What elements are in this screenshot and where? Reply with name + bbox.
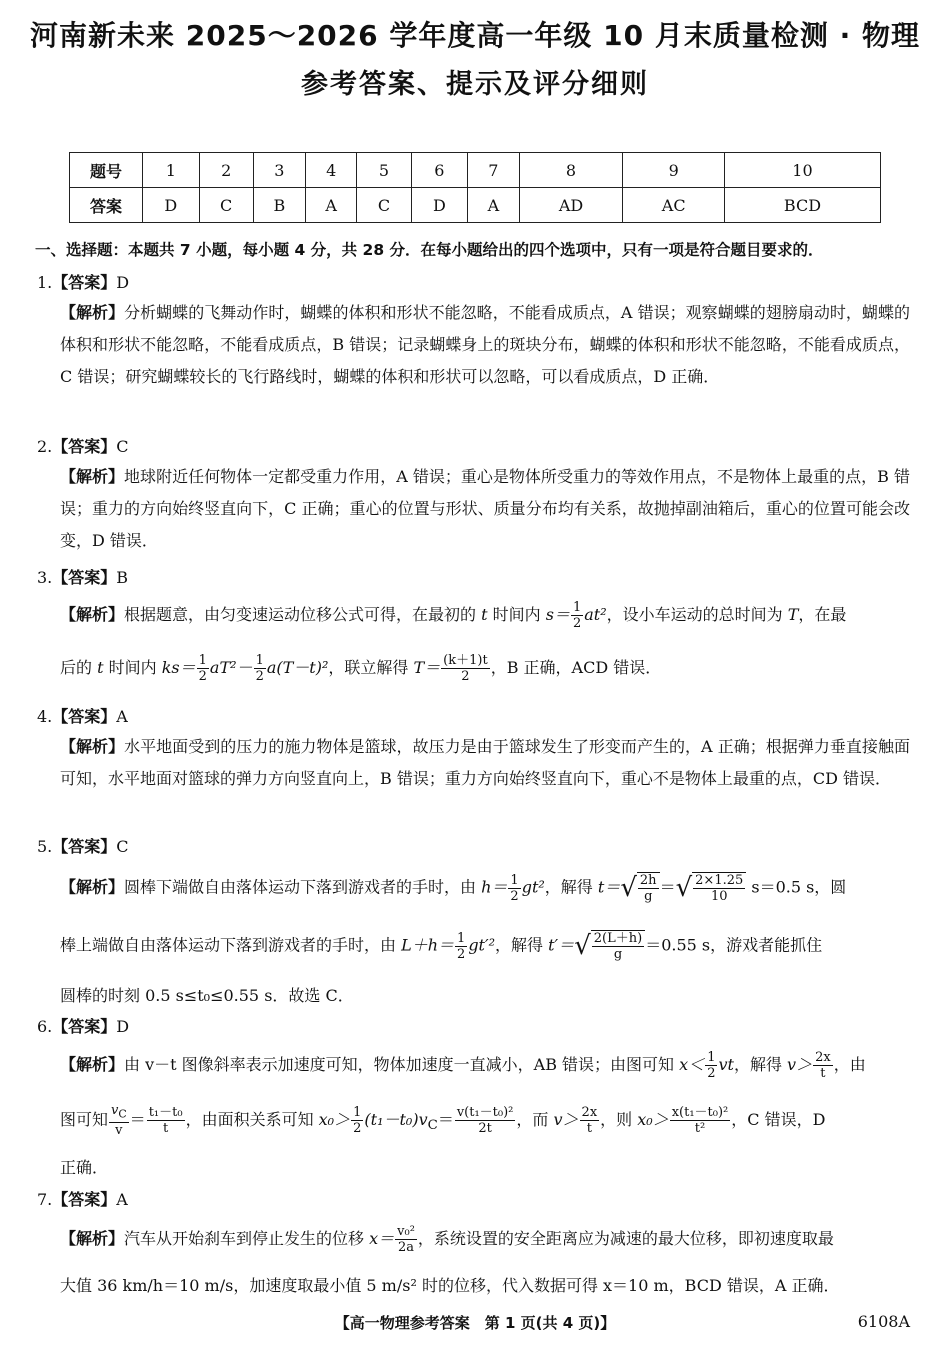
fraction: $\frac{\text{v(t₁－t₀)²}}{2t}$ xyxy=(456,1104,514,1136)
table-row-answers xyxy=(70,188,881,223)
page-subtitle: 参考答案、提示及评分细则 xyxy=(301,69,649,100)
table-cell: A xyxy=(468,188,519,223)
table-cell: A xyxy=(306,188,357,223)
fraction: $\frac{1}{2}$ xyxy=(255,653,264,684)
question-4-analysis: 【解析】水平地面受到的压力的施力物体是篮球，故压力是由于篮球发生了形变而产生的，A 正确；根据弹力垂直接触面可知，水平地面对篮球的弹力方向竖直向上，B 错误；重力方向始终竖直向下，重心不是物体上最重的点，CD 错误． xyxy=(60,737,910,788)
question-2-answer: 2.【答案】C xyxy=(37,437,129,456)
question-6-analysis-line3: 正确． xyxy=(60,1158,109,1177)
sqrt xyxy=(692,872,746,904)
question-6-analysis-line2: 图可知 $\frac{v_C}{v}$ ＝ $\frac{\text{t₁－t₀}}{t}$ ，由面积关系可知 x₀＞ $\frac{1}{2}$ $(t_1-t_0)v_C=$ $\frac{\text{v(t₁－t₀)²}}{2t}$ ，而 v＞ $\frac{2x}{t}$ ，则 x₀＞ $\frac{\text{x(t₁－t₀)²}}{\text{t²}}$ ，C 错误，D xyxy=(60,1103,826,1138)
question-5-analysis-line1: 【解析】圆棒下端做自由落体运动下落到游戏者的手时，由 h＝ $\frac{1}{2}$ gt²，解得 t＝√ $\frac{2h}{g}$ ＝√ $\frac{2\times 1.25}{10}$ s＝0.5 s，圆 xyxy=(60,872,847,904)
table-cell: 9 xyxy=(623,153,724,188)
sqrt-icon: √ xyxy=(675,873,693,903)
page-footer: 【高一物理参考答案 第 1 页(共 4 页)】 xyxy=(334,1314,616,1332)
table-cell: AC xyxy=(623,188,724,223)
fraction: $\frac{2x}{t}$ xyxy=(581,1104,598,1136)
question-2-analysis: 【解析】地球附近任何物体一定都受重力作用，A 错误；重心是物体所受重力的等效作用点，不是物体上最重的点，B 错误；重力的方向始终竖直向下，C 正确；重心的位置与形状、质量分布均有关系，故抛掉副油箱后，重心的位置可能会改变，D 错误． xyxy=(60,467,910,550)
question-3-analysis-line2: 后的 t 时间内 ks＝ $\frac{1}{2}$ aT²－ $\frac{1}{2}$ a(T－t)²，联立解得 T＝ $\frac{(k+1)t}{2}$ ，B 正确，ACD 错误． xyxy=(60,653,662,684)
question-5-analysis-line2: 棒上端做自由落体运动下落到游戏者的手时，由 L＋h＝ $\frac{1}{2}$ gt′²，解得 t′＝√ $\frac{2(L+h)}{g}$ ＝0.55 s，游戏者能抓住 xyxy=(60,930,823,962)
table-cell: B xyxy=(253,188,305,223)
fraction: $\frac{1}{2}$ xyxy=(353,1104,362,1136)
question-7-answer: 7.【答案】A xyxy=(37,1190,128,1209)
table-cell: 10 xyxy=(724,153,880,188)
question-1-analysis: 【解析】分析蝴蝶的飞舞动作时，蝴蝶的体积和形状不能忽略，不能看成质点，A 错误；观察蝴蝶的翅膀扇动时，蝴蝶的体积和形状不能忽略，不能看成质点，B 错误；记录蝴蝶身上的斑块分布，蝴蝶的体积和形状不能忽略，不能看成质点，C 错误；研究蝴蝶较长的飞行路线时，蝴蝶的体积和形状可以忽略，可以看成质点，D 正确． xyxy=(60,303,910,386)
question-5-analysis-line3: 圆棒的时刻 0.5 s≤t₀≤0.55 s．故选 C． xyxy=(60,986,354,1005)
fraction: $\frac{2(L+h)}{g}$ xyxy=(593,931,643,962)
table-cell: BCD xyxy=(724,188,880,223)
table-cell: 3 xyxy=(253,153,305,188)
sqrt xyxy=(637,872,660,904)
table-cell: AD xyxy=(519,188,623,223)
table-cell: 1 xyxy=(143,153,200,188)
table-cell: 5 xyxy=(357,153,411,188)
fraction: $\frac{v_C}{v}$ xyxy=(111,1103,127,1138)
fraction: $\frac{1}{2}$ xyxy=(707,1050,716,1081)
sqrt xyxy=(591,930,645,962)
table-cell: D xyxy=(143,188,200,223)
row-label-number: 题号 xyxy=(70,153,143,188)
answer-table xyxy=(69,152,881,223)
question-6-answer: 6.【答案】D xyxy=(37,1017,130,1036)
section-title: 一、选择题：本题共 7 小题，每小题 4 分，共 28 分．在每小题给出的四个选项中，只有一项是符合题目要求的． xyxy=(35,241,824,259)
fraction: $\frac{2x}{t}$ xyxy=(815,1050,831,1081)
fraction: $\frac{1}{2}$ xyxy=(457,930,466,962)
table-cell: C xyxy=(199,188,253,223)
question-6-analysis-line1: 【解析】由 v－t 图像斜率表示加速度可知，物体加速度一直减小，AB 错误；由图可知 x＜ $\frac{1}{2}$ vt，解得 v＞ $\frac{2x}{t}$ ，由 xyxy=(60,1050,866,1081)
table-cell: 6 xyxy=(411,153,468,188)
table-cell: C xyxy=(357,188,411,223)
document-code: 6108A xyxy=(857,1312,910,1331)
question-7-analysis-line2: 大值 36 km/h＝10 m/s，加速度取最小值 5 m/s² 时的位移，代入数据可得 x＝10 m，BCD 错误，A 正确． xyxy=(60,1276,840,1295)
fraction: $\frac{1}{2}$ xyxy=(510,872,519,904)
sqrt-icon: √ xyxy=(574,931,591,961)
fraction: $\frac{2\times 1.25}{10}$ xyxy=(695,873,744,904)
fraction: $\frac{1}{2}$ xyxy=(572,600,582,631)
table-cell: 8 xyxy=(519,153,623,188)
table-row-numbers xyxy=(70,153,881,188)
fraction: $\frac{\text{x(t₁－t₀)²}}{\text{t²}}$ xyxy=(671,1104,729,1136)
question-5-answer: 5.【答案】C xyxy=(37,837,129,856)
table-cell: D xyxy=(411,188,468,223)
table-cell: 7 xyxy=(468,153,519,188)
question-3-analysis-line1: 【解析】根据题意，由匀变速运动位移公式可得，在最初的 t 时间内 s＝ $\frac{1}{2}$ at²，设小车运动的总时间为 T，在最 xyxy=(60,600,847,631)
question-7-analysis-line1: 【解析】汽车从开始刹车到停止发生的位移 x＝ $\frac{\text{v₀²}}{2a}$ ，系统设置的安全距离应为减速的最大位移，即初速度取最 xyxy=(60,1224,834,1255)
sqrt-icon: √ xyxy=(620,873,637,903)
fraction: $\frac{2h}{g}$ xyxy=(639,873,657,904)
question-4-answer: 4.【答案】A xyxy=(37,707,128,726)
fraction: $\frac{1}{2}$ xyxy=(198,653,207,684)
table-cell: 4 xyxy=(306,153,357,188)
fraction: $\frac{(k+1)t}{2}$ xyxy=(443,653,488,684)
question-3-answer: 3.【答案】B xyxy=(37,568,129,587)
fraction: $\frac{\text{t₁－t₀}}{t}$ xyxy=(148,1104,183,1136)
row-label-answer: 答案 xyxy=(70,188,143,223)
fraction: $\frac{\text{v₀²}}{2a}$ xyxy=(397,1224,415,1255)
page-title: 河南新未来 2025～2026 学年度高一年级 10 月末质量检测 · 物理 xyxy=(30,19,920,52)
table-cell: 2 xyxy=(199,153,253,188)
question-1-answer: 1.【答案】D xyxy=(37,273,130,292)
